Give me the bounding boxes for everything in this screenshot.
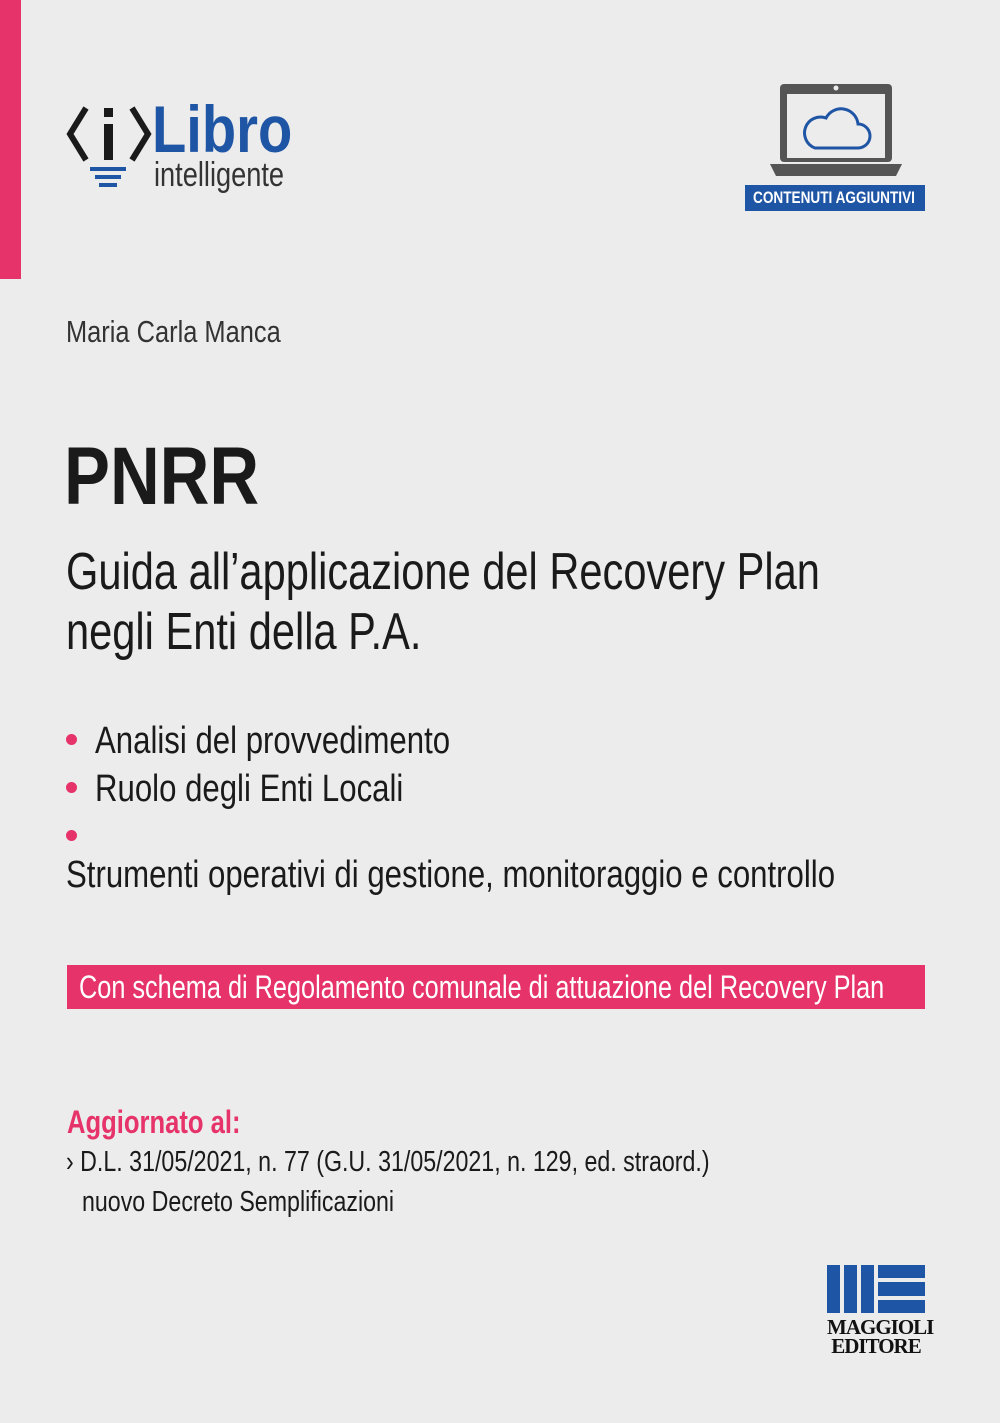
publisher-line-2: EDITORE <box>831 1334 921 1358</box>
bullet-text: Ruolo degli Enti Locali <box>95 768 404 810</box>
book-title: PNRR <box>64 431 260 522</box>
bracket-i-icon <box>66 104 152 164</box>
laptop-cloud-icon <box>770 82 902 178</box>
contenuti-aggiuntivi-badge <box>745 185 925 211</box>
subtitle-line-2: negli Enti della P.A. <box>66 603 422 661</box>
badge-label: CONTENUTI AGGIUNTIVI <box>753 188 915 207</box>
subtitle-line-1: Guida all’applicazione del Recovery Plan <box>66 543 820 601</box>
bullet-text: Strumenti operativi di gestione, monitoraggio e controllo <box>66 854 836 896</box>
accent-stripe <box>0 0 21 279</box>
maggioli-editore-logo <box>827 1265 934 1358</box>
banner-text: Con schema di Regolamento comunale di attuazione del Recovery Plan <box>79 969 885 1005</box>
bullet-dot-icon <box>66 830 77 841</box>
author-name: Maria Carla Manca <box>66 314 281 349</box>
bullet-dot-icon <box>66 734 77 745</box>
logo-brand: Libro <box>152 92 293 166</box>
bullet-item <box>66 722 528 760</box>
bullet-dot-icon <box>66 782 77 793</box>
logo-tagline: intelligente <box>154 156 285 194</box>
updated-line-1: › D.L. 31/05/2021, n. 77 (G.U. 31/05/2021, n. 129, ed. straord.) <box>66 1146 710 1178</box>
publisher-line-1: MAGGIOLI <box>827 1315 934 1339</box>
bullet-item <box>66 770 471 808</box>
highlight-banner <box>67 965 925 1009</box>
bullet-text: Analisi del provvedimento <box>95 720 451 762</box>
updated-heading: Aggiornato al: <box>67 1104 241 1140</box>
updated-line-2: nuovo Decreto Semplificazioni <box>82 1186 395 1218</box>
bullet-item <box>66 818 1000 894</box>
maggioli-mark-icon <box>827 1265 925 1313</box>
